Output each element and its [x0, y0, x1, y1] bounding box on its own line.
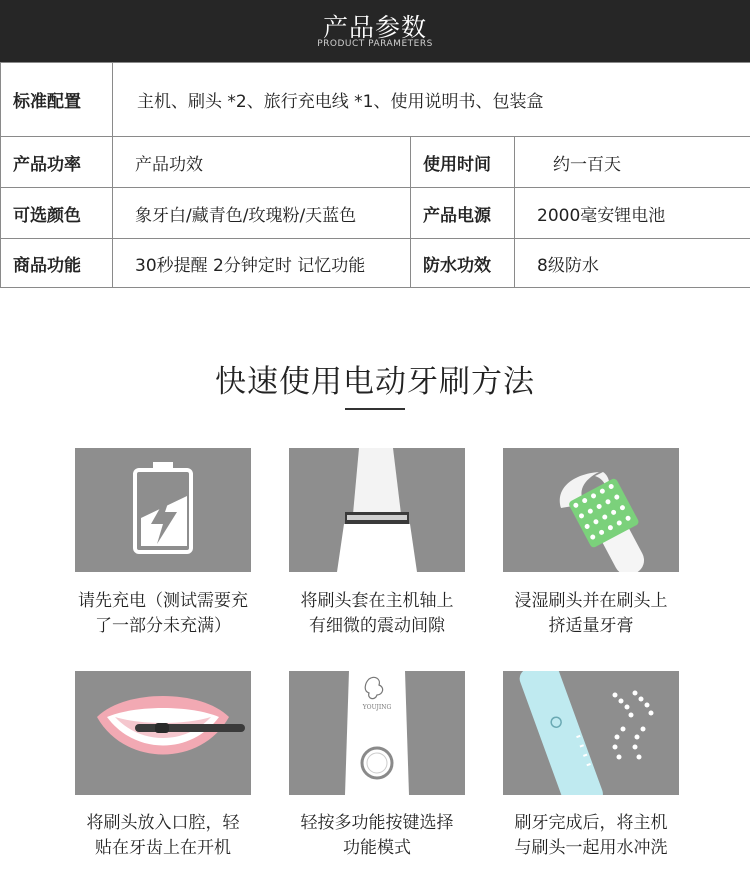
table-row — [1, 239, 750, 288]
table-row — [1, 188, 750, 239]
battery-charging-icon — [75, 448, 251, 572]
step-caption: 浸湿刷头并在刷头上 挤适量牙膏 — [514, 591, 668, 636]
param-value: 约一百天 — [515, 137, 750, 188]
param-value: 产品功效 — [113, 137, 411, 188]
mouth-brush-icon — [75, 671, 251, 795]
param-label: 产品功率 — [1, 137, 113, 188]
rinse-brush-icon — [503, 671, 679, 795]
step-card-button — [289, 671, 465, 795]
param-value: 象牙白/藏青色/玫瑰粉/天蓝色 — [113, 188, 411, 239]
param-label: 可选颜色 — [1, 188, 113, 239]
header-title: 产品参数 — [322, 13, 427, 42]
param-value: 8级防水 — [515, 239, 750, 288]
section-header — [0, 0, 750, 62]
step-caption: 将刷头放入口腔，轻 贴在牙齿上在开机 — [86, 813, 240, 858]
power-button-icon — [289, 671, 465, 795]
step-card-attach — [289, 448, 465, 572]
step-card-paste — [503, 448, 679, 572]
section-title: 快速使用电动牙刷方法 — [215, 364, 535, 400]
param-label: 使用时间 — [411, 137, 515, 188]
header-subtitle: PRODUCT PARAMETERS — [317, 39, 433, 49]
param-label: 标准配置 — [1, 63, 113, 137]
table-row — [1, 63, 750, 137]
parameters-table — [0, 62, 750, 288]
param-value: 2000毫安锂电池 — [515, 188, 750, 239]
param-value: 30秒提醒 2分钟定时 记忆功能 — [113, 239, 411, 288]
step-card-charge — [75, 448, 251, 572]
table-row — [1, 137, 750, 188]
step-caption: 轻按多功能按键选择 功能模式 — [300, 813, 454, 858]
step-card-rinse — [503, 671, 679, 795]
step-caption: 刷牙完成后，将主机 与刷头一起用水冲洗 — [514, 813, 668, 858]
step-card-mouth — [75, 671, 251, 795]
param-label: 防水功效 — [411, 239, 515, 288]
brush-paste-icon — [503, 448, 679, 572]
step-caption: 将刷头套在主机轴上 有细微的震动间隙 — [300, 591, 454, 636]
param-value: 主机、刷头 *2、旅行充电线 *1、使用说明书、包装盒 — [113, 63, 750, 137]
step-caption: 请先充电（测试需要充 了一部分未充满） — [78, 591, 248, 636]
toothbrush-head-icon — [289, 448, 465, 572]
title-divider — [345, 408, 405, 410]
param-label: 产品电源 — [411, 188, 515, 239]
brand-label: YOUJING — [362, 704, 392, 711]
param-label: 商品功能 — [1, 239, 113, 288]
